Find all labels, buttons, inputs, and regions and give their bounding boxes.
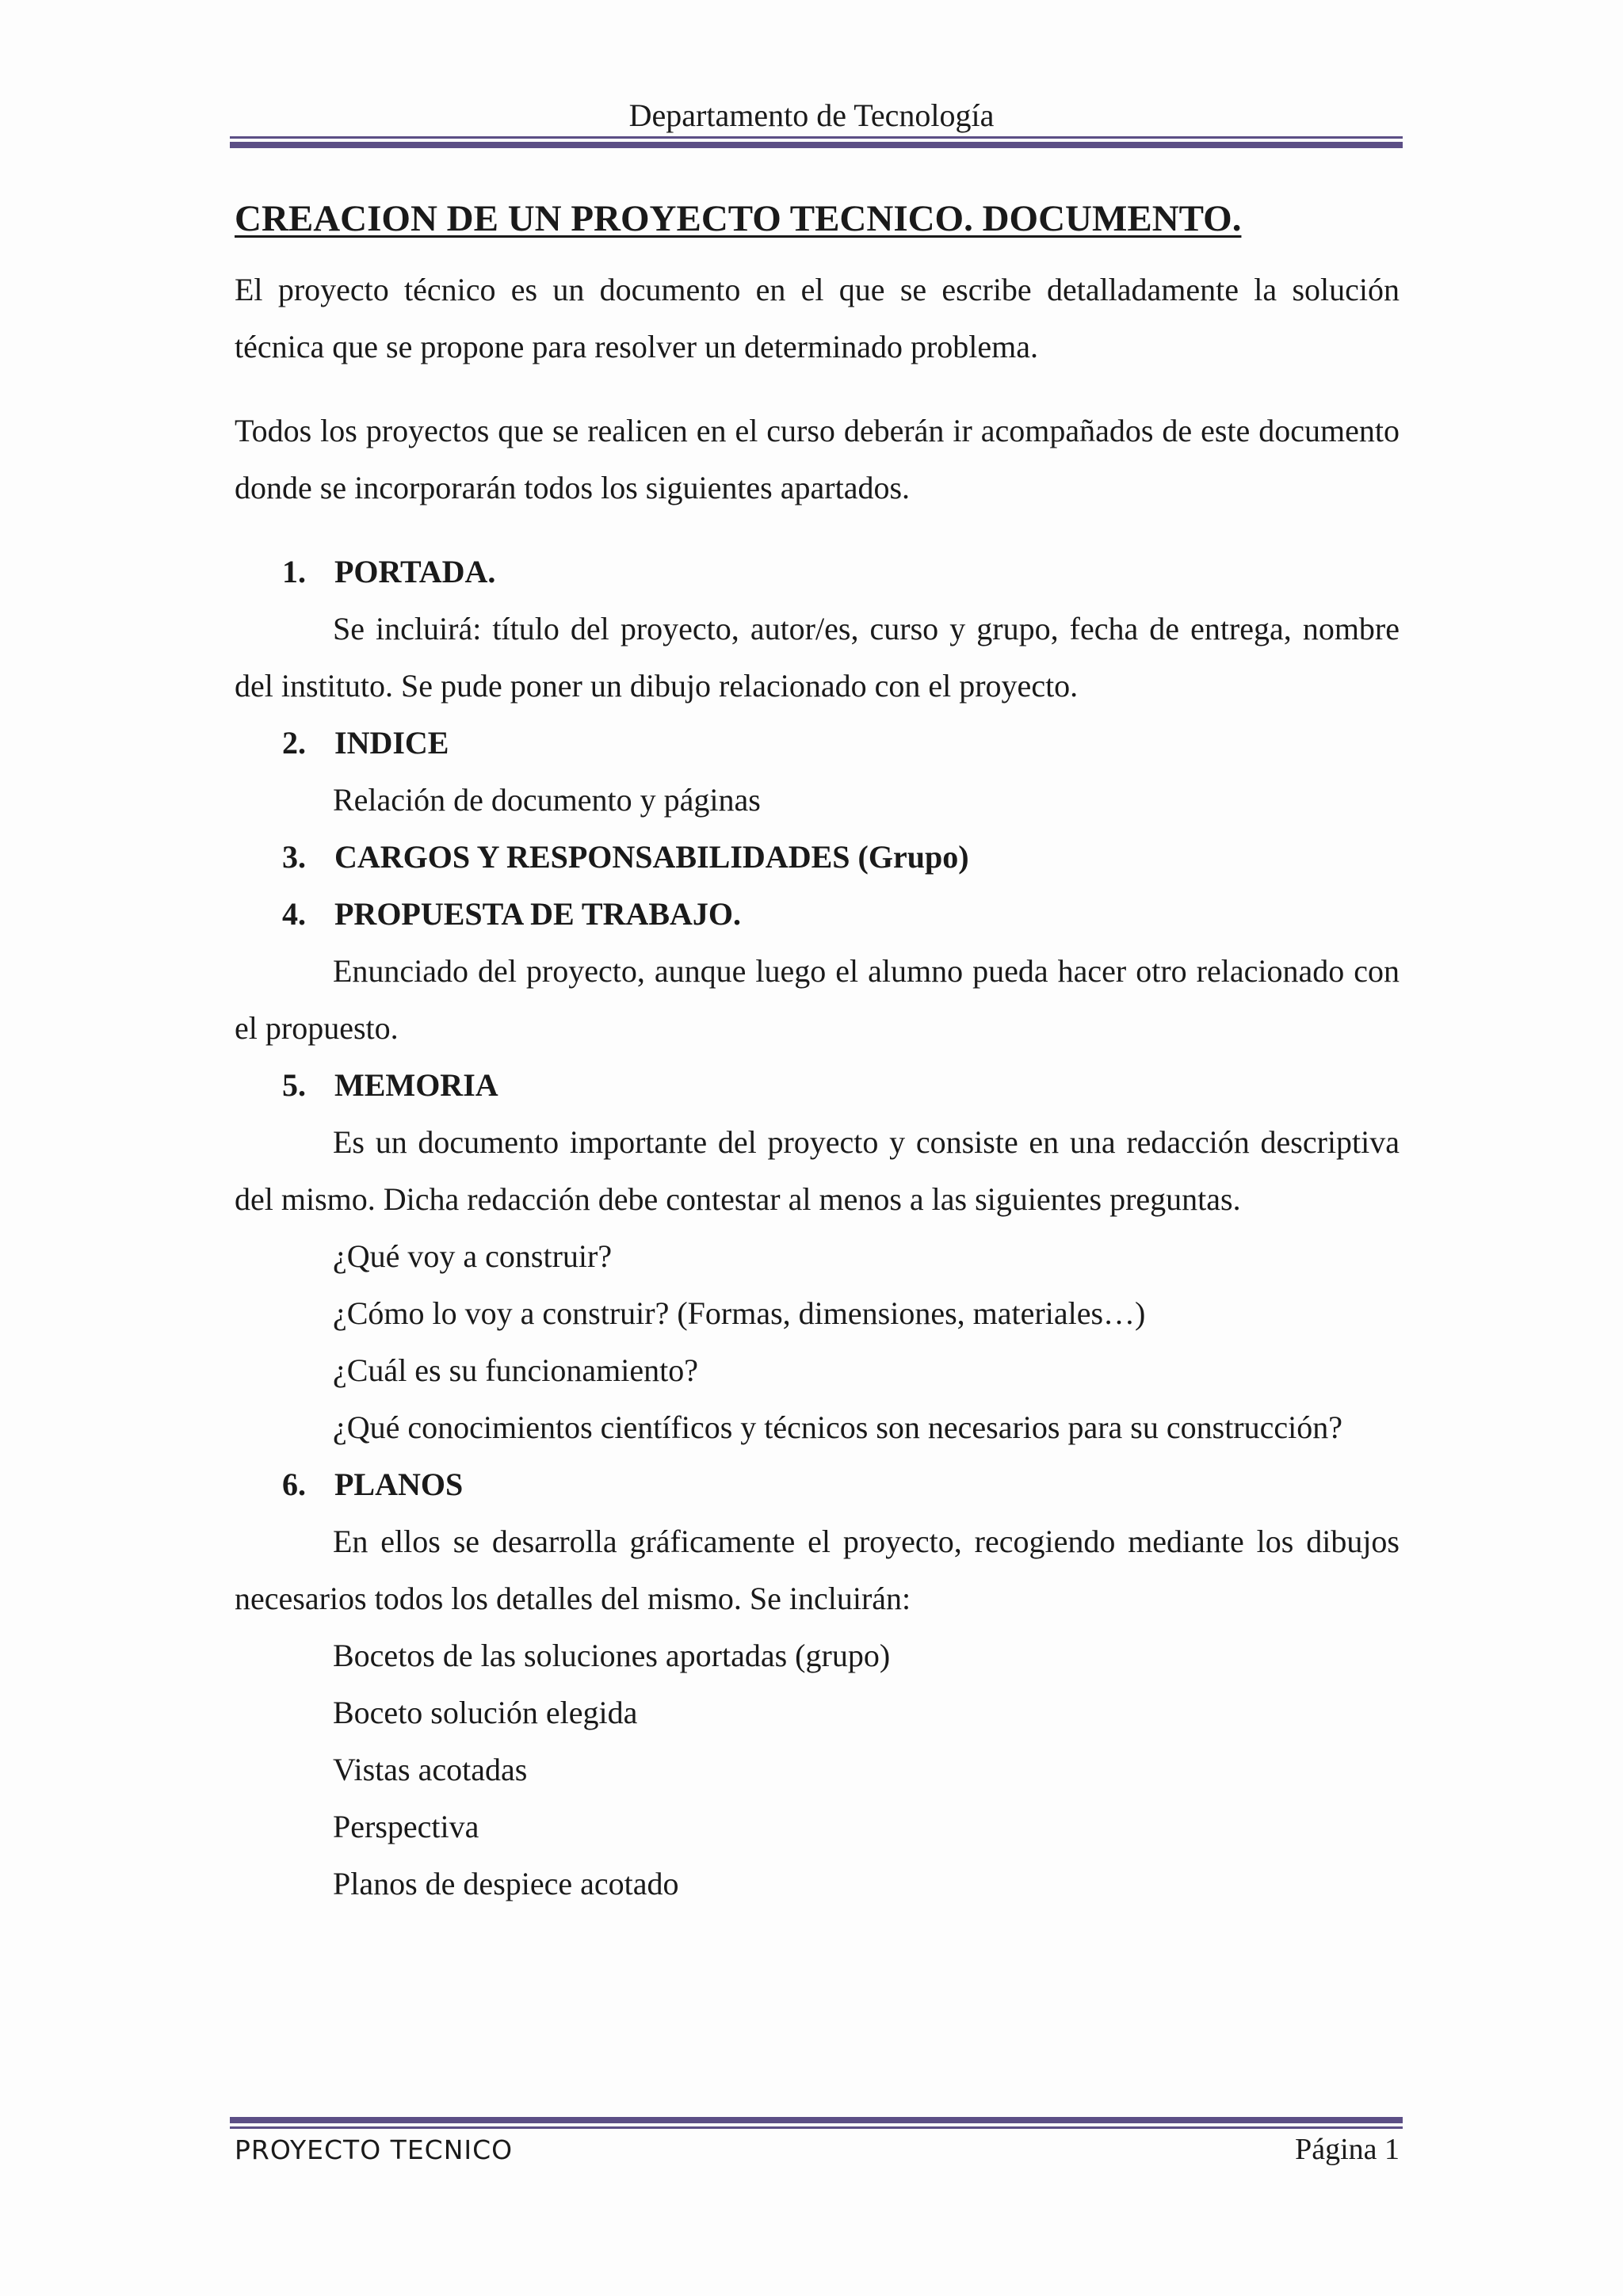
- memoria-question: ¿Cuál es su funcionamiento?: [333, 1352, 698, 1388]
- header-rule-thick: [230, 142, 1403, 148]
- section-number: 4.: [282, 896, 306, 932]
- planos-list-item: Perspectiva: [333, 1809, 479, 1844]
- memoria-question: ¿Qué voy a construir?: [333, 1238, 613, 1274]
- page-header-department: Departamento de Tecnología: [628, 97, 995, 133]
- planos-list-item: Vistas acotadas: [333, 1752, 528, 1787]
- section-number: 1.: [282, 554, 306, 589]
- section-body-memoria: Es un documento importante del proyecto y consiste en una redacción descriptiva del mismo. Dicha redacción debe contestar al menos a las siguientes preguntas.: [235, 1124, 1400, 1217]
- section-heading-memoria: [235, 1057, 1400, 1114]
- footer-rule-thick: [230, 2117, 1403, 2123]
- section-line-indice: Relación de documento y páginas: [333, 782, 761, 818]
- footer-project-label: PROYECTO TECNICO: [235, 2134, 514, 2165]
- section-body-propuesta: Enunciado del proyecto, aunque luego el alumno pueda hacer otro relacionado con el propuesto.: [235, 953, 1400, 1046]
- section-number: 3.: [282, 839, 306, 875]
- section-number: 2.: [282, 725, 306, 761]
- section-body-portada: Se incluirá: título del proyecto, autor/es, curso y grupo, fecha de entrega, nombre del instituto. Se pude poner un dibujo relacionado con el proyecto.: [235, 611, 1400, 704]
- section-number: 6.: [282, 1466, 306, 1502]
- section-number: 5.: [282, 1067, 306, 1103]
- section-title: PROPUESTA DE TRABAJO.: [334, 896, 742, 932]
- section-heading-propuesta: [235, 886, 1400, 943]
- section-title: CARGOS Y RESPONSABILIDADES (Grupo): [334, 839, 969, 875]
- section-heading-indice: [235, 715, 1400, 772]
- footer-rule-thin: [230, 2126, 1403, 2129]
- section-heading-planos: [235, 1456, 1400, 1513]
- section-title: INDICE: [334, 725, 449, 761]
- intro-paragraph-1: El proyecto técnico es un documento en el que se escribe detalladamente la solución técnica que se propone para resolver un determinado problema.: [235, 272, 1400, 364]
- section-title: PORTADA.: [334, 554, 496, 589]
- intro-paragraph-2: Todos los proyectos que se realicen en el curso deberán ir acompañados de este documento donde se incorporarán todos los siguientes apartados.: [235, 413, 1400, 505]
- document-body: [235, 190, 1400, 1913]
- section-title: MEMORIA: [334, 1067, 498, 1103]
- section-heading-cargos: [235, 829, 1400, 886]
- footer-page-number: Página 1: [1295, 2133, 1400, 2166]
- planos-list-item: Planos de despiece acotado: [333, 1866, 679, 1901]
- section-heading-portada: [235, 543, 1400, 601]
- section-title: PLANOS: [334, 1466, 464, 1502]
- section-body-planos: En ellos se desarrolla gráficamente el proyecto, recogiendo mediante los dibujos necesarios todos los detalles del mismo. Se incluirán:: [235, 1524, 1400, 1616]
- planos-list-item: Bocetos de las soluciones aportadas (grupo): [333, 1638, 891, 1673]
- document-title: CREACION DE UN PROYECTO TECNICO. DOCUMENTO.: [235, 198, 1242, 239]
- memoria-question: ¿Cómo lo voy a construir? (Formas, dimensiones, materiales…): [333, 1295, 1146, 1331]
- page-footer: [235, 2130, 1400, 2170]
- header-rule-thin: [230, 136, 1403, 139]
- memoria-question: ¿Qué conocimientos científicos y técnicos son necesarios para su construcción?: [333, 1409, 1343, 1445]
- planos-list-item: Boceto solución elegida: [333, 1695, 638, 1730]
